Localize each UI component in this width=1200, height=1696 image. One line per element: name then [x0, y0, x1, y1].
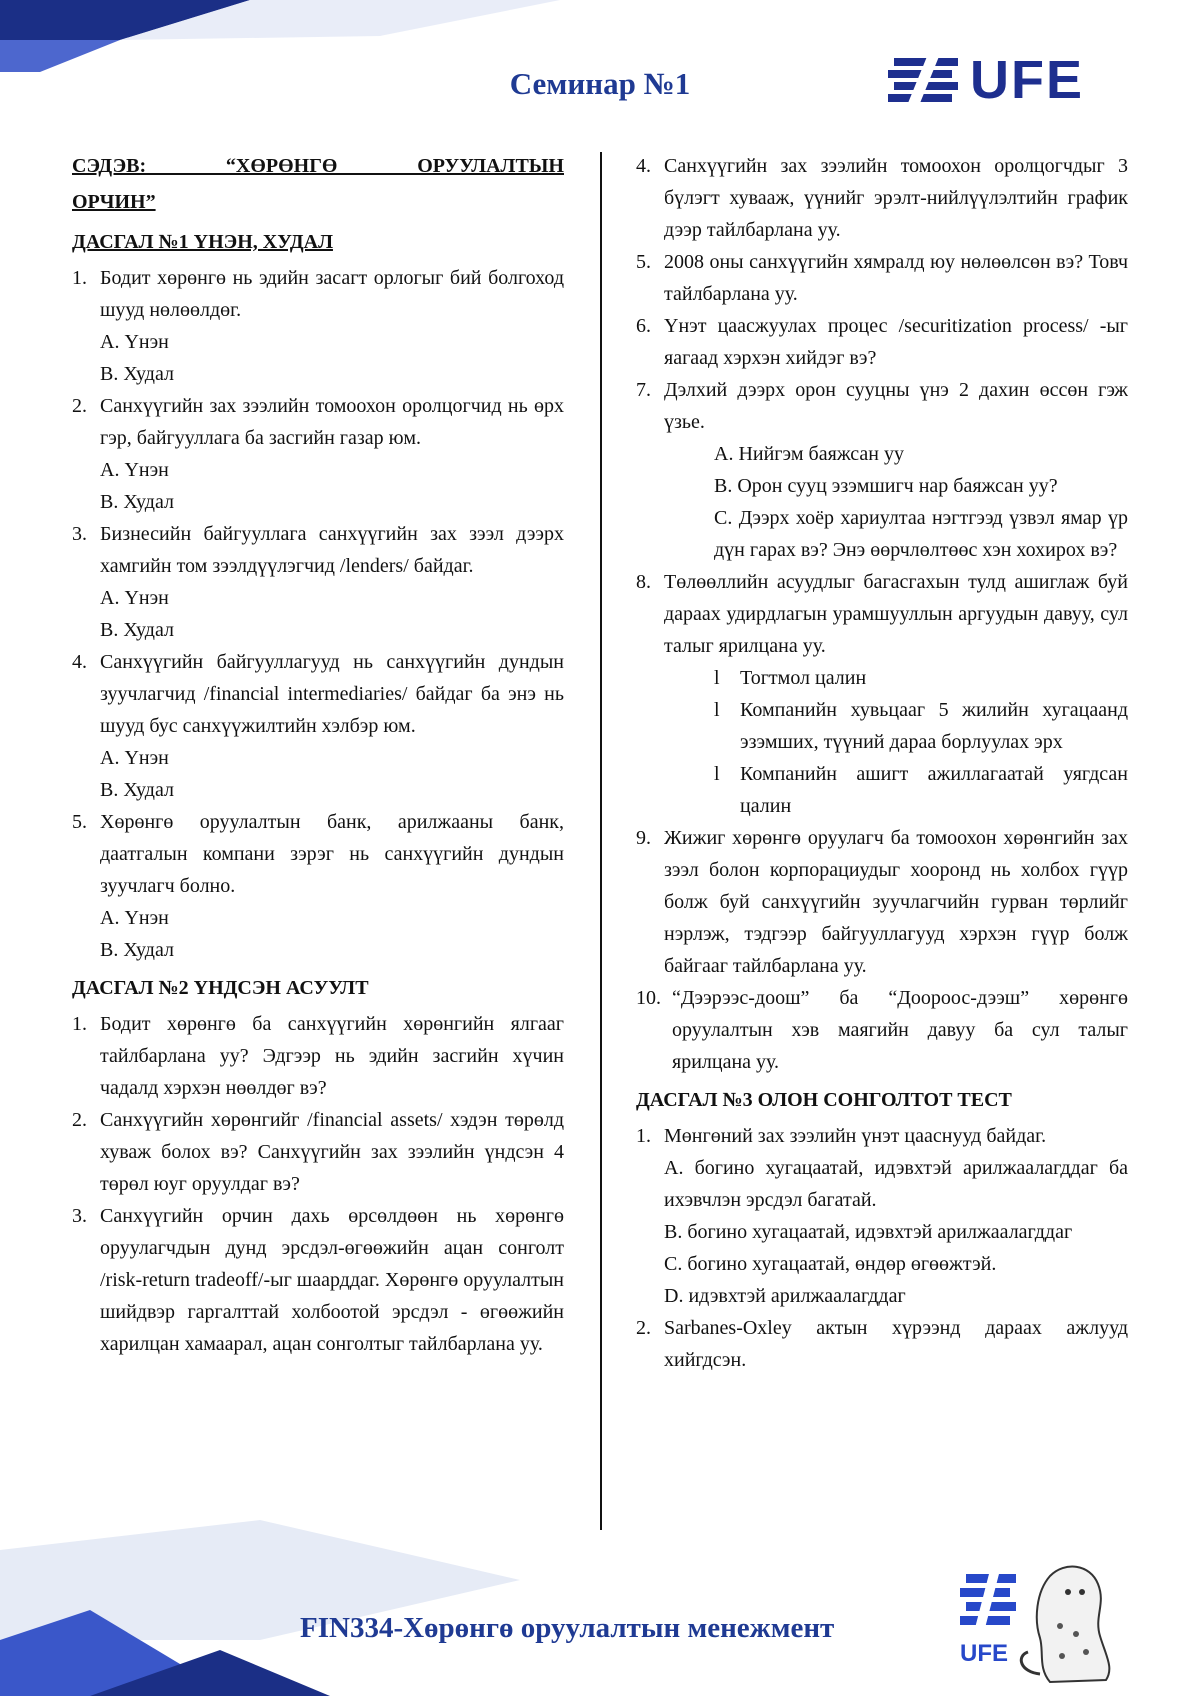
- ex2-title: ДАСГАЛ №2 ҮНДСЭН АСУУЛТ: [72, 977, 369, 999]
- topic-heading-cont: ОРЧИН”: [72, 191, 156, 213]
- q-text: Санхүүгийн хөрөнгийг /financial assets/ хэдэн төрөлд хуваж болох вэ? Санхүүгийн зах зээлийн үндсэн 4 төрөл юуг оруулдаг вэ?: [100, 1109, 564, 1195]
- choice-b: B. богино хугацаатай, идэвхтэй арилжаалагддаг: [664, 1221, 1073, 1243]
- option-a: A. Үнэн: [100, 747, 169, 769]
- ex2-q5: [636, 246, 1128, 310]
- bullet-icon: l: [714, 667, 720, 689]
- option-a: A. Үнэн: [100, 331, 169, 353]
- ex1-q4: [72, 646, 564, 806]
- bullet-text: Компанийн хувьцааг 5 жилийн хугацаанд эзэмших, түүний дараа борлуулах эрх: [740, 699, 1128, 753]
- ex3-q1: [636, 1120, 1128, 1312]
- ex1-q5: [72, 806, 564, 966]
- q-text: Санхүүгийн зах зээлийн томоохон оролцогчдыг 3 бүлэгт хувааж, үүнийг эрэлт-нийлүүлэлтийн график дээр тайлбарлана уу.: [664, 155, 1128, 241]
- ufe-logo-text: UFE: [970, 50, 1084, 110]
- q-num: 5.: [636, 251, 651, 273]
- q-num: 5.: [72, 811, 87, 833]
- q-num: 10.: [636, 987, 661, 1009]
- option-b: B. Худал: [100, 491, 174, 513]
- snow-leopard-icon: [1010, 1556, 1120, 1688]
- sub-option-c: C. Дээрх хоёр хариултаа нэгтгээд үзвэл ямар үр дүн гарах вэ? Энэ өөрчлөлтөөс хэн хохирох вэ?: [714, 507, 1128, 561]
- ufe-logo-mark-icon: [888, 54, 964, 108]
- ex2-q2: [72, 1104, 564, 1200]
- option-b: B. Худал: [100, 619, 174, 641]
- ufe-logo: [888, 50, 1128, 110]
- q-num: 6.: [636, 315, 651, 337]
- q-text: Хөрөнгө оруулалтын банк, арилжааны банк, даатгалын компани зэрэг нь санхүүгийн дундын зуучлагч болно.: [100, 811, 564, 897]
- ex1-q3: [72, 518, 564, 646]
- left-column: [72, 150, 564, 1360]
- ex1-q2: [72, 390, 564, 518]
- q-num: 1.: [72, 267, 87, 289]
- q-text: Бодит хөрөнгө нь эдийн засагт орлогыг бий болгоход шууд нөлөөлдөг.: [100, 267, 564, 321]
- bullet-item: [636, 662, 1128, 694]
- q-text: 2008 оны санхүүгийн хямралд юу нөлөөлсөн вэ? Товч тайлбарлана уу.: [664, 251, 1128, 305]
- choice-a: A. богино хугацаатай, идэвхтэй арилжаалагддаг ба ихэвчлэн эрсдэл багатай.: [664, 1157, 1128, 1211]
- ex2-q3: [72, 1200, 564, 1360]
- q-text: Мөнгөний зах зээлийн үнэт цааснууд байдаг.: [664, 1125, 1047, 1147]
- sub-option-a: A. Нийгэм баяжсан уу: [714, 443, 904, 465]
- q-num: 7.: [636, 379, 651, 401]
- page-title: Семинар №1: [509, 66, 691, 101]
- ex1-q1: [72, 262, 564, 390]
- topic-heading: СЭДЭВ: “ХӨРӨНГӨ ОРУУЛАЛТЫН: [72, 155, 564, 177]
- q-text: Sarbanes-Oxley актын хүрээнд дараах ажлууд хийгдсэн.: [664, 1317, 1128, 1371]
- ex2-q10: [636, 982, 1128, 1078]
- option-b: B. Худал: [100, 779, 174, 801]
- ex2-q4: [636, 150, 1128, 246]
- q-text: Үнэт цаасжуулах процес /securitization process/ -ыг яагаад хэрхэн хийдэг вэ?: [664, 315, 1128, 369]
- q-text: Жижиг хөрөнгө оруулагч ба томоохон хөрөнгийн зах зээл болон корпорациудыг хооронд нь холбох гүүр болж буй санхүүгийн зуучлагчийн гурван төрлийг нэрлэж, тэдгээр байгууллагууд хэрхэн гүүр болж байгааг тайлбарлана уу.: [664, 827, 1128, 977]
- ex2-q1: [72, 1008, 564, 1104]
- q-text: Бодит хөрөнгө ба санхүүгийн хөрөнгийн ялгааг тайлбарлана уу? Эдгээр нь эдийн засгийн хүчин чадалд хэрхэн нөөлдөг вэ?: [100, 1013, 564, 1099]
- ex2-q7: [636, 374, 1128, 566]
- q-text: Бизнесийн байгууллага санхүүгийн зах зээл дээрх хамгийн том зээлдүүлэгчид /lenders/ байдаг.: [100, 523, 564, 577]
- q-num: 3.: [72, 523, 87, 545]
- option-a: A. Үнэн: [100, 587, 169, 609]
- q-num: 2.: [636, 1317, 651, 1339]
- q-num: 2.: [72, 1109, 87, 1131]
- q-text: Санхүүгийн байгууллагууд нь санхүүгийн дундын зуучлагчид /financial intermediaries/ байдаг ба энэ нь шууд бус санхүүжилтийн хэлбэр юм.: [100, 651, 564, 737]
- course-title: FIN334-Хөрөнгө оруулалтын менежмент: [300, 1612, 835, 1644]
- right-column: [636, 150, 1128, 1376]
- q-num: 8.: [636, 571, 651, 593]
- bullet-item: [636, 694, 1128, 758]
- footer-logo-text: UFE: [960, 1640, 1008, 1667]
- choice-c: C. богино хугацаатай, өндөр өгөөжтэй.: [664, 1253, 997, 1275]
- q-num: 4.: [72, 651, 87, 673]
- q-num: 9.: [636, 827, 651, 849]
- q-text: Санхүүгийн орчин дахь өрсөлдөөн нь хөрөнгө оруулагчдын дунд эрсдэл-өгөөжийн ацан сонголт /risk-return tradeoff/-ыг шаарддаг. Хөрөнгө оруулалтын шийдвэр гаргалттай холбоотой эрсдэл - өгөөжийн харилцан хамаарал, ацан сонголтыг тайлбарлана уу.: [100, 1205, 564, 1355]
- choice-d: D. идэвхтэй арилжаалагддаг: [664, 1285, 906, 1307]
- ex3-q2: [636, 1312, 1128, 1376]
- ex2-q8: [636, 566, 1128, 822]
- option-a: A. Үнэн: [100, 907, 169, 929]
- bullet-icon: l: [714, 763, 720, 785]
- bullet-text: Тогтмол цалин: [740, 667, 867, 689]
- q-num: 4.: [636, 155, 651, 177]
- q-text: Санхүүгийн зах зээлийн томоохон оролцогчид нь өрх гэр, байгууллага ба засгийн газар юм.: [100, 395, 564, 449]
- column-divider: [600, 152, 602, 1530]
- ex2-q9: [636, 822, 1128, 982]
- ex1-title: ДАСГАЛ №1 ҮНЭН, ХУДАЛ: [72, 231, 333, 253]
- q-text: “Дээрээс-доош” ба “Доороос-дээш” хөрөнгө оруулалтын хэв маягийн давуу ба сул талыг ярилцана уу.: [672, 987, 1128, 1073]
- bullet-icon: l: [714, 699, 720, 721]
- q-text: Төлөөллийн асуудлыг багасгахын тулд ашиглаж буй дараах удирдлагын урамшууллын аргуудын давуу, сул талыг ярилцана уу.: [664, 571, 1128, 657]
- sub-option-b: B. Орон сууц эзэмшигч нар баяжсан уу?: [714, 475, 1058, 497]
- q-text: Дэлхий дээрх орон сууцны үнэ 2 дахин өссөн гэж үзье.: [664, 379, 1128, 433]
- bullet-item: [636, 758, 1128, 822]
- option-a: A. Үнэн: [100, 459, 169, 481]
- option-b: B. Худал: [100, 939, 174, 961]
- q-num: 1.: [72, 1013, 87, 1035]
- option-b: B. Худал: [100, 363, 174, 385]
- ex2-q6: [636, 310, 1128, 374]
- q-num: 2.: [72, 395, 87, 417]
- ex3-title: ДАСГАЛ №3 ОЛОН СОНГОЛТОТ ТЕСТ: [636, 1089, 1012, 1111]
- bullet-text: Компанийн ашигт ажиллагаатай уягдсан цалин: [740, 763, 1128, 817]
- q-num: 1.: [636, 1125, 651, 1147]
- q-num: 3.: [72, 1205, 87, 1227]
